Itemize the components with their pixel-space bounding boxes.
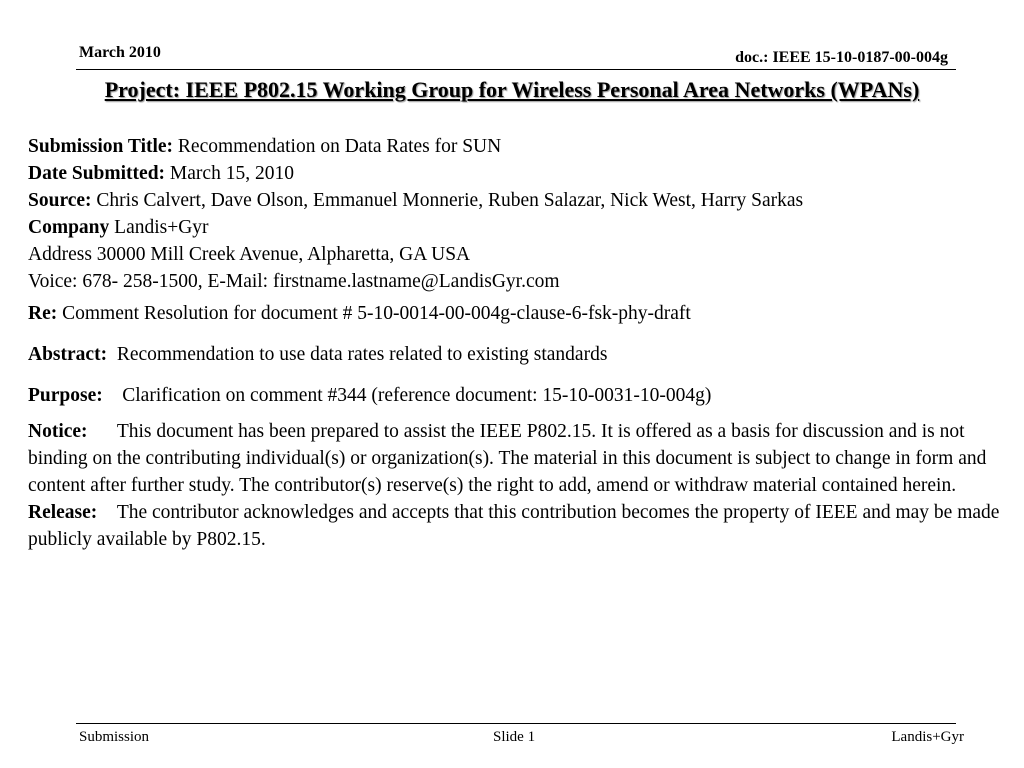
purpose-line: [28, 382, 1018, 409]
release-text: The contributor acknowledges and accepts that this contribution becomes the property of IEEE and may be made publicly available by P802.15.: [28, 502, 1000, 550]
header-rule: [76, 69, 956, 70]
re-value: Comment Resolution for document # 5-10-0014-00-004g-clause-6-fsk-phy-draft: [62, 303, 691, 324]
footer-slide-number: Slide 1: [493, 729, 536, 745]
purpose-value: Clarification on comment #344 (reference document: 15-10-0031-10-004g): [122, 385, 712, 406]
notice-text: This document has been prepared to assist the IEEE P802.15. It is offered as a basis for discussion and is not binding on the contributing individual(s) or organization(s). The material in this document is subject to change in form and content after further study. The contributor(s) reserve(s) the right to add, amend or withdraw material contained herein.: [28, 421, 987, 496]
address-line: Address 30000 Mill Creek Avenue, Alpharetta, GA USA: [28, 244, 471, 265]
footer-submission: Submission: [79, 729, 150, 745]
footer-company: Landis+Gyr: [891, 729, 964, 745]
source-label: Source:: [28, 190, 92, 211]
source-line: [28, 187, 1018, 214]
submission-title-line: [28, 133, 1018, 160]
abstract-value: Recommendation to use data rates related to existing standards: [116, 344, 608, 365]
purpose-label: Purpose:: [28, 385, 103, 406]
header-doc-id: doc.: IEEE 15-10-0187-00-004g: [735, 49, 948, 66]
date-submitted-line: [28, 160, 1018, 187]
submission-body: [28, 133, 1018, 553]
date-submitted-value: March 15, 2010: [169, 163, 294, 184]
voice-email-line: Voice: 678- 258-1500, E-Mail: firstname.lastname@LandisGyr.com: [28, 271, 560, 292]
footer-rule: [76, 723, 956, 724]
company-value: Landis+Gyr: [114, 217, 209, 238]
notice-label: Notice:: [28, 421, 88, 442]
abstract-line: [28, 341, 1018, 368]
submission-title-label: Submission Title:: [28, 136, 174, 157]
release-label: Release:: [28, 502, 98, 523]
date-submitted-label: Date Submitted:: [28, 163, 166, 184]
re-line: [28, 300, 1018, 327]
notice-paragraph: [28, 418, 1018, 499]
page-title: Project: IEEE P802.15 Working Group for Wireless Personal Area Networks (WPANs): [104, 77, 920, 102]
submission-title-value: Recommendation on Data Rates for SUN: [177, 136, 502, 157]
company-line: [28, 214, 1018, 241]
re-label: Re:: [28, 303, 58, 324]
header-date: March 2010: [79, 44, 161, 61]
source-value: Chris Calvert, Dave Olson, Emmanuel Monnerie, Ruben Salazar, Nick West, Harry Sarkas: [96, 190, 804, 211]
release-paragraph: [28, 499, 1018, 553]
abstract-label: Abstract:: [28, 344, 108, 365]
company-label: Company: [28, 217, 110, 238]
